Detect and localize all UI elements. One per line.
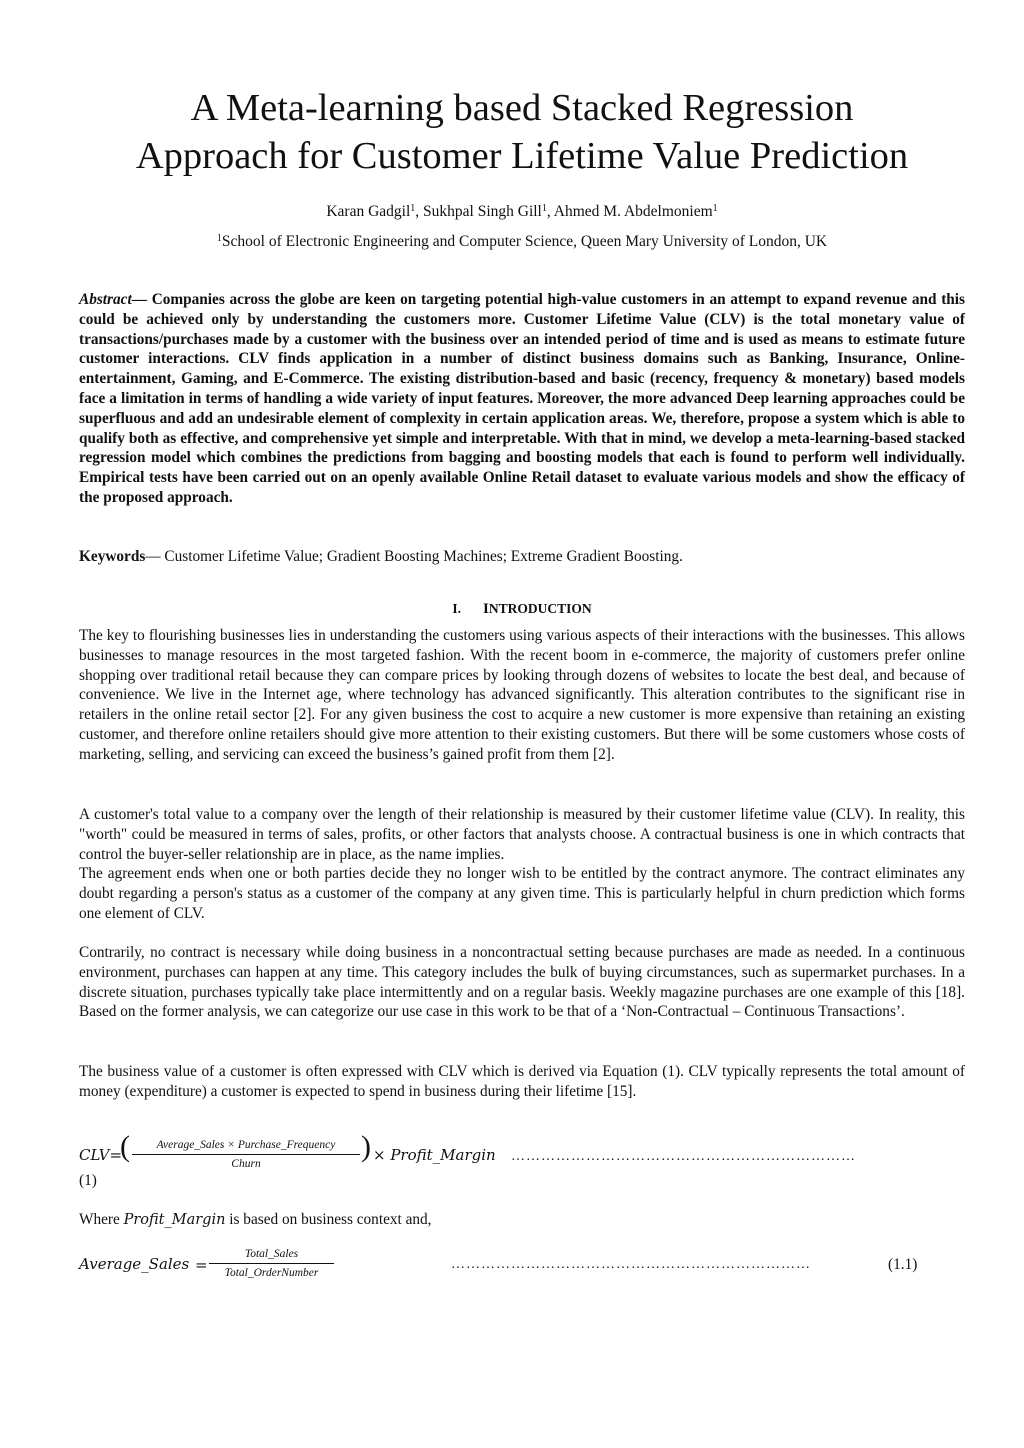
equation-1-1-equals: = [195,1256,208,1274]
equation-1-1-numerator: Total_Sales [244,1248,299,1260]
intro-paragraph-1: The key to flourishing businesses lies in understanding the customers using various aspects of their interactions with the businesses. This allows businesses to manage resources in the most targeted fashion. With the recent boom in e-commerce, the majority of customers prefer online shopping over traditional retail because they can compare prices by looking through dozens of websites to locate the best deal, and because of convenience. We live in the Internet age, where technology has advanced significantly. This alteration contributes to the significant rise in retailers in the online retail sector [2]. For any given business the cost to acquire a new customer is more expensive than retaining an existing customer, and therefore online retailers should give more attention to their existing customers. But there will be some customers whose costs of marketing, selling, and servicing can exceed the business’s gained profit from them [2]. [79,627,965,763]
fraction-bar [132,1154,360,1155]
intro-paragraph-2: A customer's total value to a company over the length of their relationship is measured by their customer lifetime value (CLV). In reality, this "worth" could be measured in terms of sales, profits, or other factors that analysts choose. A contractual business is one in which contracts that control the buyer-seller relationship are in place, as the name implies. [79,806,965,863]
author-name: Sukhpal Singh Gill [423,203,542,220]
equation-1-times-term: × Profit_Margin [373,1146,496,1164]
intro-paragraph-3: The agreement ends when one or both parties decide they no longer wish to be entitled by the contract anymore. The contract eliminates any doubt regarding a person's status as a customer of the company at any given time. This is particularly helpful in churn prediction which forms one element of CLV. [79,865,965,922]
keywords-text: Customer Lifetime Value; Gradient Boosting Machines; Extreme Gradient Boosting. [164,548,683,565]
paper-title [79,84,965,180]
abstract-label: Abstract [79,291,132,308]
affiliation-text: School of Electronic Engineering and Computer Science, Queen Mary University of London, UK [221,233,828,250]
equation-1-1-leader-dots: ……………………………………………………………… [451,1257,811,1272]
abstract [79,290,965,508]
keywords [79,547,965,567]
intro-paragraph-4: Contrarily, no contract is necessary while doing business in a noncontractual setting because purchases are made as needed. In a continuous environment, purchases can happen at any time. This category includes the bulk of buying circumstances, such as supermarket purchases. In a discrete situation, purchases typically take place intermittently and on a regular basis. Weekly magazine purchases are one example of this [18]. Based on the former analysis, we can categorize our use case in this work to be that of a ‘Non-Contractual – Continuous Transactions’. [79,944,965,1021]
where-suffix: is based on business context and, [225,1211,432,1228]
equation-1-1-denominator: Total_OrderNumber [224,1267,319,1279]
title-line-1: A Meta-learning based Stacked Regression [190,87,854,129]
equation-1-denominator: Churn [231,1158,261,1170]
intro-paragraph-5: The business value of a customer is often expressed with CLV which is derived via Equation (1). CLV typically represents the total amount of money (expenditure) a customer is expected to spend in business during their lifetime [15]. [79,1063,965,1100]
author-affiliation-mark: 1 [712,203,718,214]
equation-1-1-fraction [209,1247,334,1280]
where-line [79,1210,432,1230]
affiliation-mark: 1 [216,233,222,244]
equation-1-leader-dots: …………………………………………………………… [511,1149,856,1164]
equation-1-fraction [132,1138,360,1171]
author-list [79,202,965,222]
where-symbol: Profit_Margin [123,1212,226,1228]
equation-1-number: (1) [79,1172,97,1189]
author-separator: , [546,203,554,220]
section-title-rest: NTRODUCTION [488,601,592,616]
abstract-dash: — [131,291,152,308]
equation-1-open-paren: ( [120,1130,130,1163]
affiliation [79,232,965,252]
author-affiliation-mark: 1 [541,203,547,214]
author-name: Karan Gadgil [326,203,411,220]
section-title-initial: I [483,601,489,617]
equation-1-1-number: (1.1) [888,1256,918,1273]
section-heading-introduction [79,599,965,619]
equation-1-lhs: CLV= [79,1146,123,1164]
author-affiliation-mark: 1 [410,203,416,214]
author-name: Ahmed M. Abdelmoniem [553,203,713,220]
keywords-dash: — [145,548,165,565]
abstract-text: Companies across the globe are keen on targeting potential high-value customers in an attempt to expand revenue and this could be achieved only by understanding the customers more. Customer Lifetime Value (CLV) is the total monetary value of transactions/purchases made by a customer with the business over an intended period of time and is used as means to estimate future customer interactions. CLV finds application in a number of distinct business domains such as Banking, Insurance, Online-entertainment, Gaming, and E-Commerce. The existing distribution-based and basic (recency, frequency & monetary) based models face a limitation in terms of handling a wide variety of input features. Moreover, the more advanced Deep learning approaches could be superfluous and add an undesirable element of complexity in certain application areas. We, therefore, propose a system which is able to qualify both as effective, and comprehensive yet simple and interpretable. With that in mind, we develop a meta-learning-based stacked regression model which combines the predictions from bagging and boosting models that each is found to perform well individually. Empirical tests have been carried out on an openly available Online Retail dataset to evaluate various models and show the efficacy of the proposed approach. [79,291,966,506]
equation-1-1-lhs: Average_Sales [79,1255,190,1273]
keywords-label: Keywords [79,548,146,565]
title-line-2: Approach for Customer Lifetime Value Prediction [135,135,909,177]
where-prefix: Where [79,1211,124,1228]
equation-1-close-paren: ) [361,1130,371,1163]
fraction-bar [209,1263,334,1264]
section-number: I. [452,601,462,616]
equation-1-numerator: Average_Sales × Purchase_Frequency [156,1139,336,1151]
author-separator: , [415,203,424,220]
